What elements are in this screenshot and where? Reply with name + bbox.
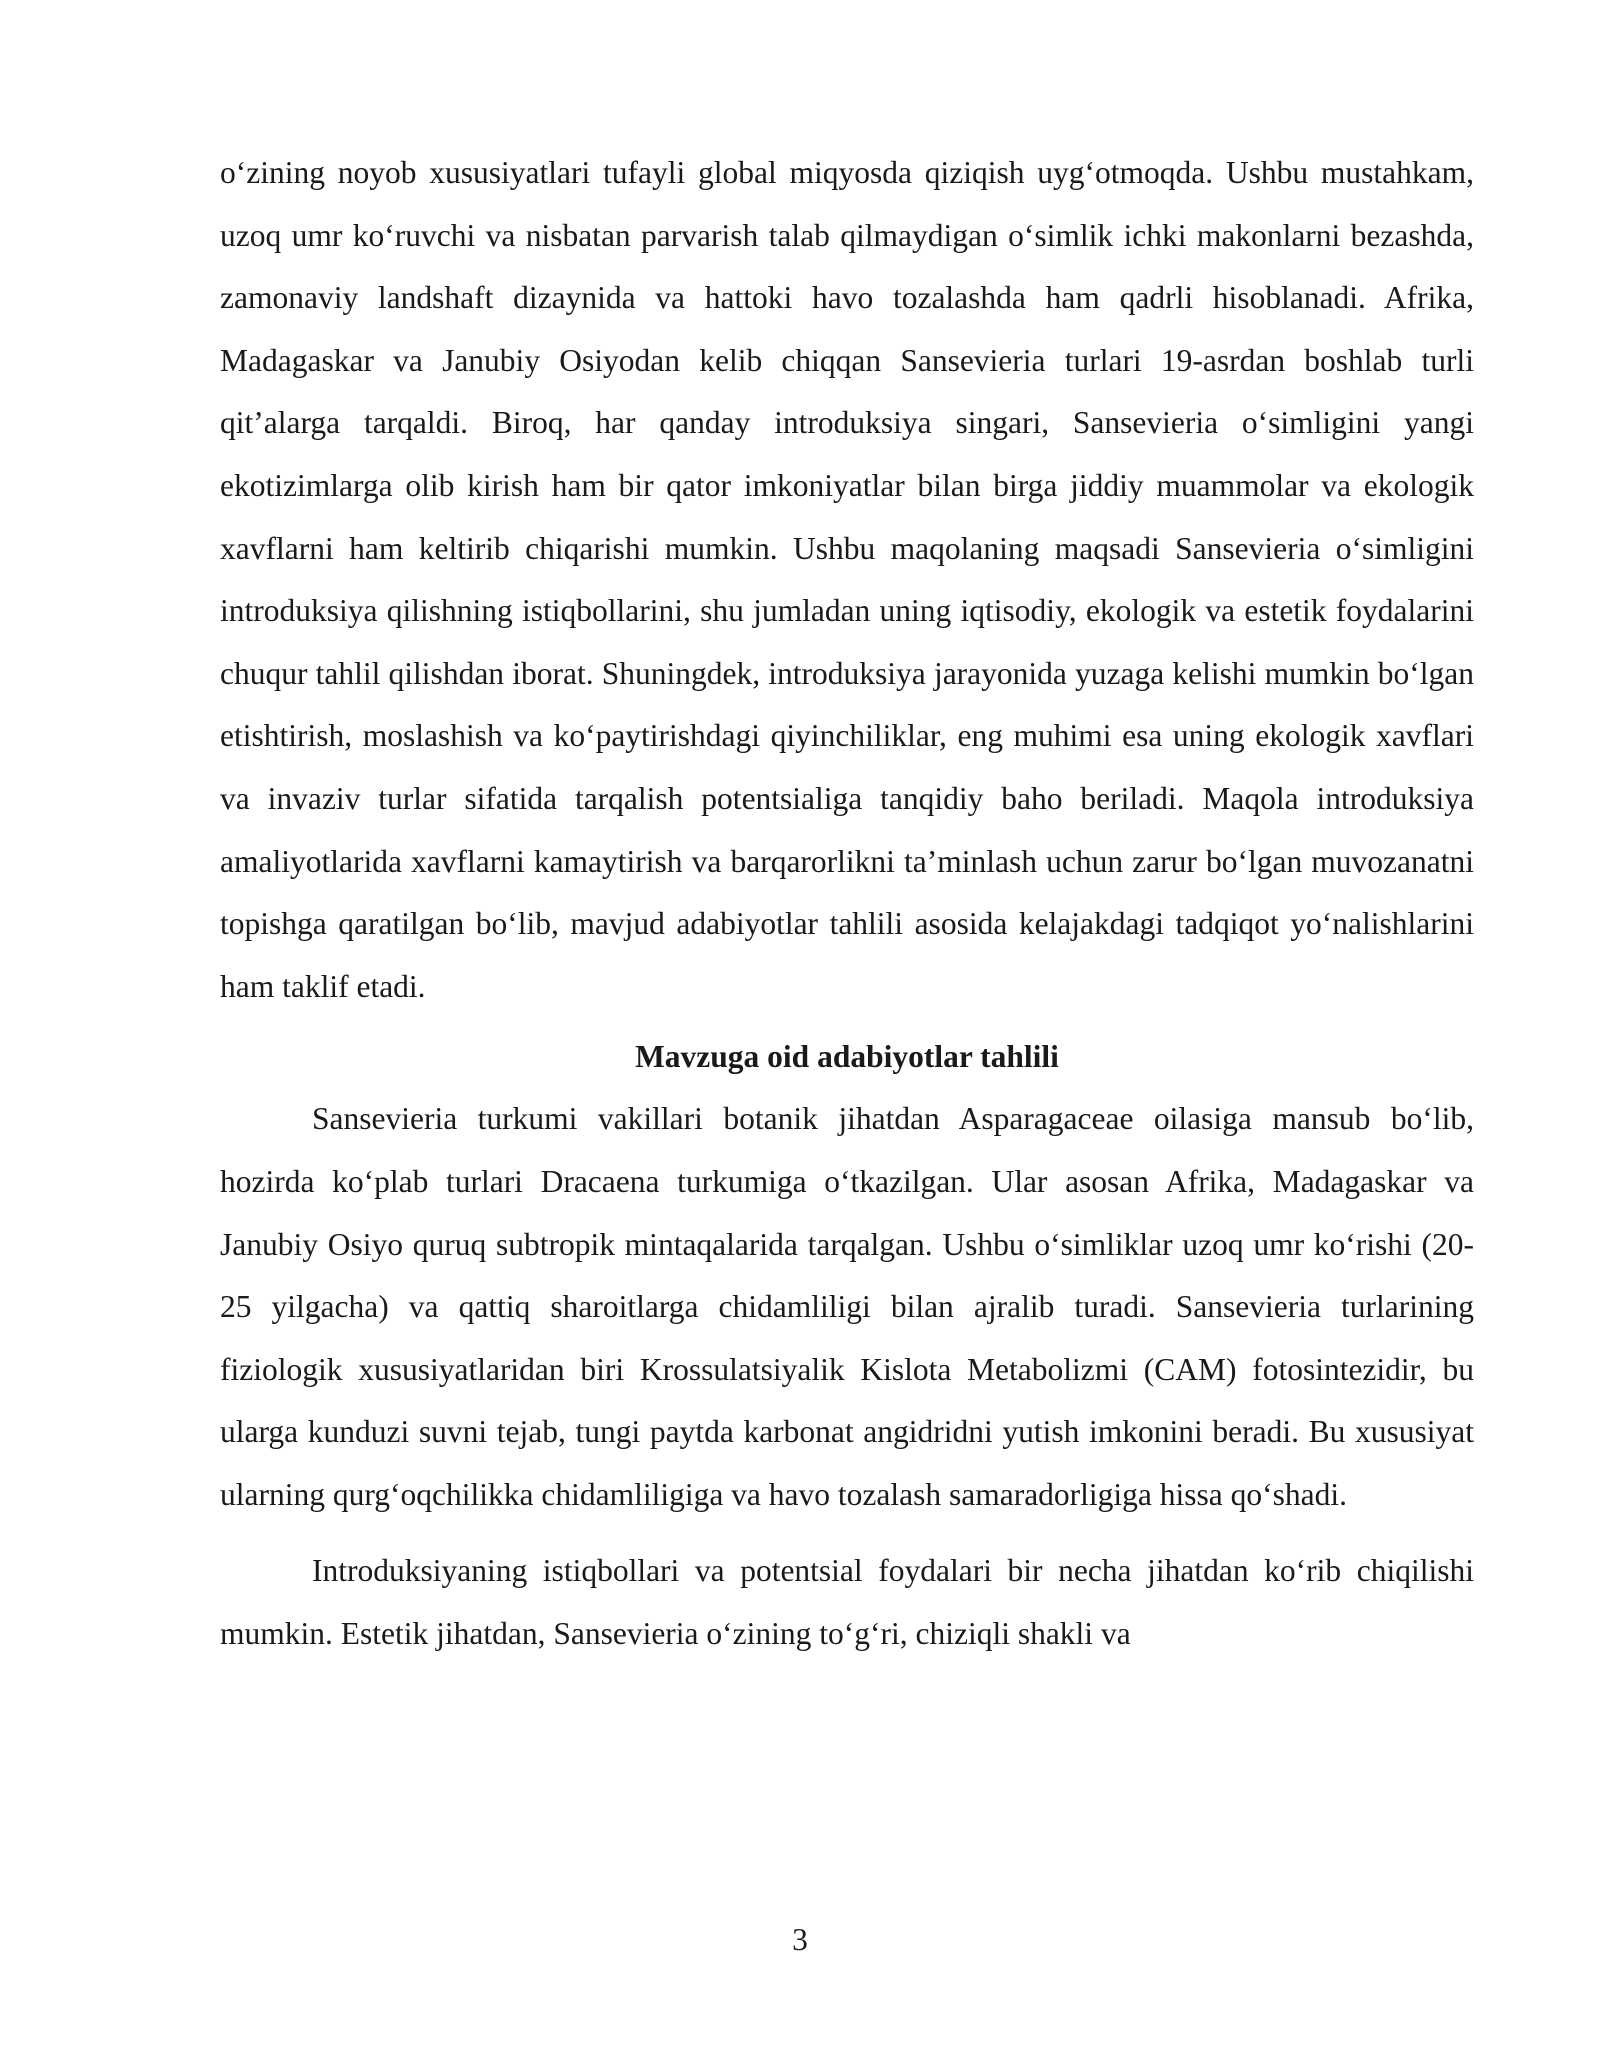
document-page: [220, 142, 1474, 1666]
body-paragraph-literature: Sansevieria turkumi vakillari botanik jihatdan Asparagaceae oilasiga mansub bo‘lib, hozirda ko‘plab turlari Dracaena turkumiga o‘tkazilgan. Ular asosan Afrika, Madagaskar va Janubiy Osiyo quruq subtropik mintaqalarida tarqalgan. Ushbu o‘simliklar uzoq umr ko‘rishi (20-25 yilgacha) va qattiq sharoitlarga chidamliligi bilan ajralib turadi. Sansevieria turlarining fiziologik xususiyatlaridan biri Krossulatsiyalik Kislota Metabolizmi (CAM) fotosintezidir, bu ularga kunduzi suvni tejab, tungi paytda karbonat angidridni yutish imkonini beradi. Bu xususiyat ularning qurg‘oqchilikka chidamliligiga va havo tozalash samaradorligiga hissa qo‘shadi.: [220, 1101, 1474, 1512]
page-number: 3: [792, 1922, 808, 1957]
body-paragraph-prospects: Introduksiyaning istiqbollari va potentsial foydalari bir necha jihatdan ko‘rib chiqilishi mumkin. Estetik jihatdan, Sansevieria o‘zining to‘g‘ri, chiziqli shakli va: [220, 1553, 1474, 1652]
body-paragraph-intro: o‘zining noyob xususiyatlari tufayli global miqyosda qiziqish uyg‘otmoqda. Ushbu mustahkam, uzoq umr ko‘ruvchi va nisbatan parvarish talab qilmaydigan o‘simlik ichki makonlarni bezashda, zamonaviy landshaft dizaynida va hattoki havo tozalashda ham qadrli hisoblanadi. Afrika, Madagaskar va Janubiy Osiyodan kelib chiqqan Sansevieria turlari 19-asrdan boshlab turli qit’alarga tarqaldi. Biroq, har qanday introduksiya singari, Sansevieria o‘simligini yangi ekotizimlarga olib kirish ham bir qator imkoniyatlar bilan birga jiddiy muammolar va ekologik xavflarni ham keltirib chiqarishi mumkin. Ushbu maqolaning maqsadi Sansevieria o‘simligini introduksiya qilishning istiqbollarini, shu jumladan uning iqtisodiy, ekologik va estetik foydalarini chuqur tahlil qilishdan iborat. Shuningdek, introduksiya jarayonida yuzaga kelishi mumkin bo‘lgan etishtirish, moslashish va ko‘paytirishdagi qiyinchiliklar, eng muhimi esa uning ekologik xavflari va invaziv turlar sifatida tarqalish potentsialiga tanqidiy baho beriladi. Maqola introduksiya amaliyotlarida xavflarni kamaytirish va barqarorlikni ta’minlash uchun zarur bo‘lgan muvozanatni topishga qaratilgan bo‘lib, mavjud adabiyotlar tahlili asosida kelajakdagi tadqiqot yo‘nalishlarini ham taklif etadi.: [220, 155, 1474, 1004]
section-heading: Mavzuga oid adabiyotlar tahlili: [635, 1039, 1059, 1075]
